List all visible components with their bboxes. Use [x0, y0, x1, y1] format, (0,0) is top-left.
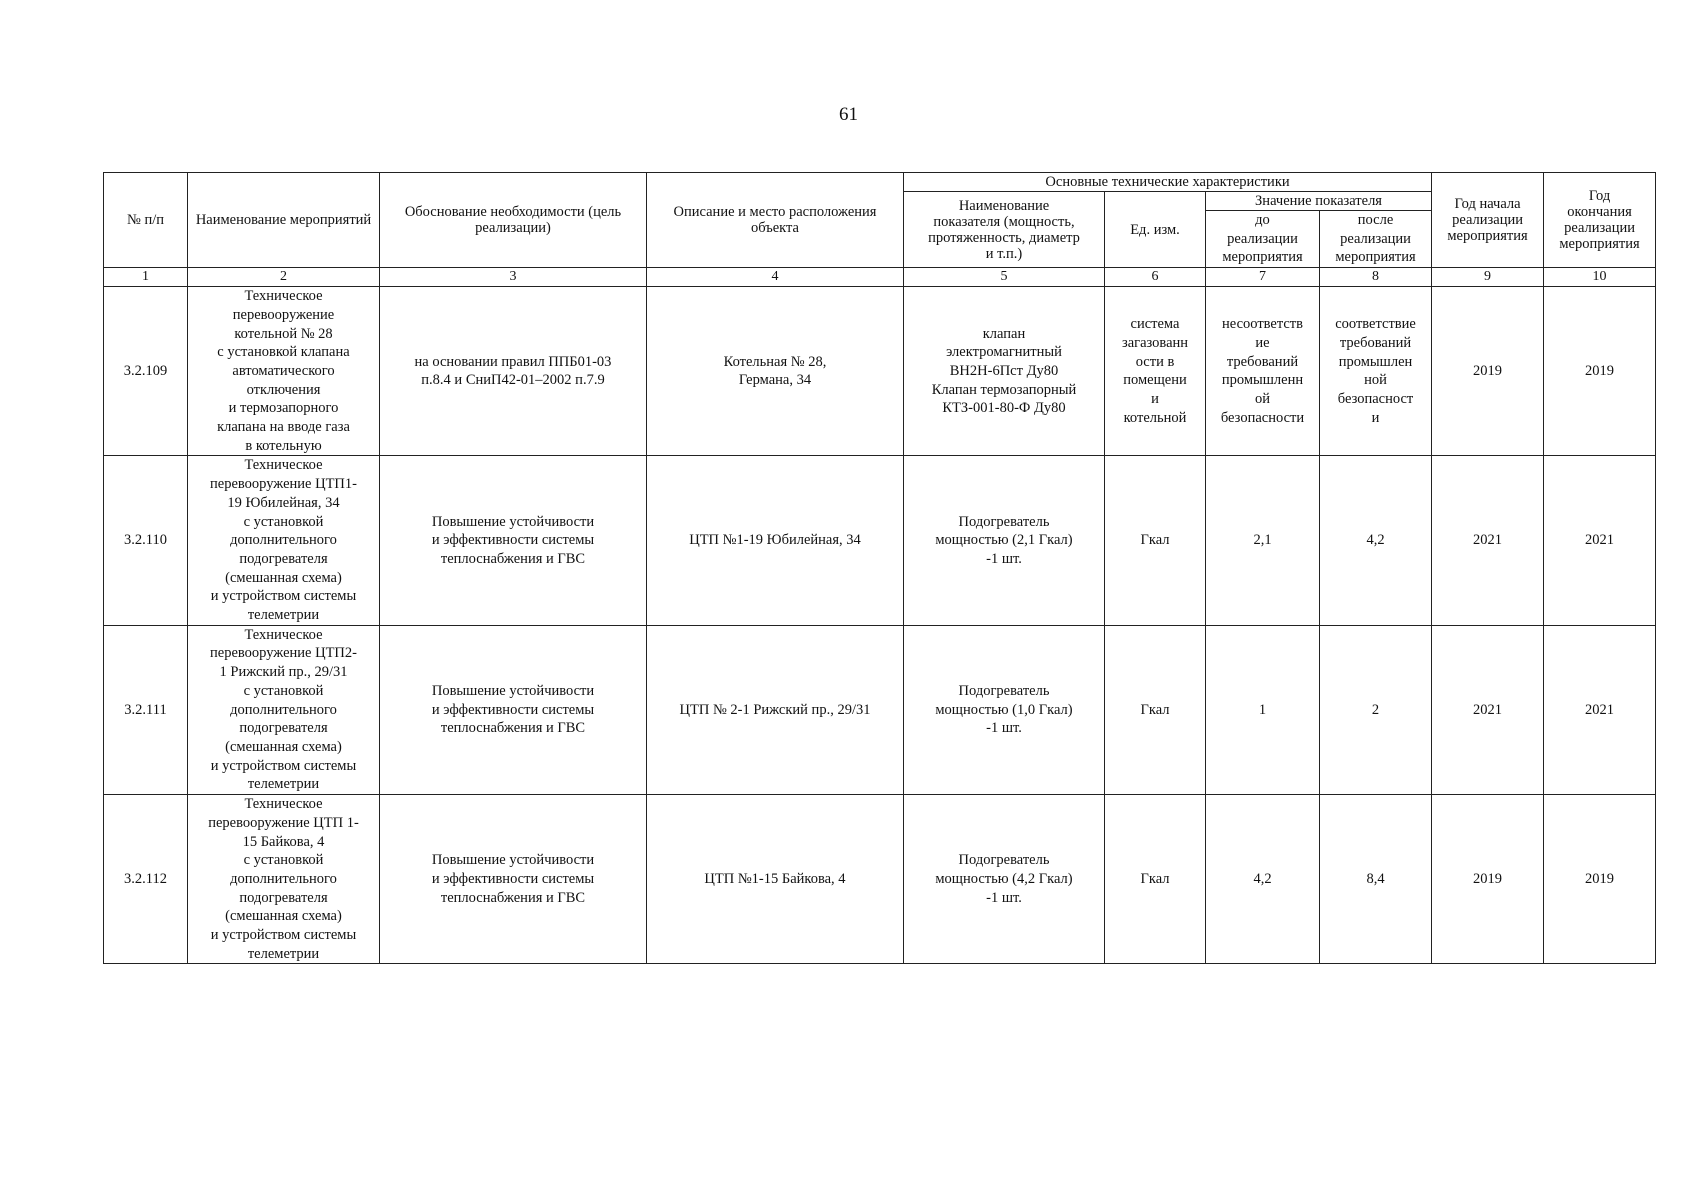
cell-line: Повышение устойчивости	[431, 852, 595, 869]
header-name: Наименование мероприятий	[188, 173, 380, 268]
row-indicator	[904, 795, 1105, 964]
cell-line: Наименование	[958, 197, 1050, 214]
cell-line: мощностью (4,2 Гкал)	[935, 870, 1073, 887]
cell-line: телеметрии	[247, 945, 320, 962]
table-row	[104, 287, 1656, 456]
cell-line: мероприятия	[1559, 236, 1640, 253]
cell-line: 4,2	[1253, 870, 1272, 887]
measures-table	[103, 172, 1656, 964]
cell-line: отключения	[246, 381, 321, 398]
cell-line: теплоснабжения и ГВС	[440, 550, 586, 567]
cell-line: на основании правил ППБ01-03	[414, 353, 612, 370]
row-name	[188, 456, 380, 625]
cell-line: клапан	[982, 325, 1026, 342]
cell-line: Год начала	[1454, 196, 1521, 213]
row-year-start: 2019	[1432, 795, 1544, 964]
cell-line: требований	[1339, 334, 1412, 351]
row-year-end: 2019	[1544, 287, 1656, 456]
cell-line: клапана на вводе газа	[217, 419, 350, 436]
cell-line: подогревателя	[239, 550, 328, 567]
row-after	[1320, 287, 1432, 456]
header-num: № п/п	[104, 173, 188, 268]
column-number: 10	[1544, 268, 1656, 287]
cell-line: (смешанная схема)	[225, 569, 342, 586]
row-name	[188, 625, 380, 794]
cell-line: Техническое	[244, 288, 323, 305]
column-number: 5	[904, 268, 1105, 287]
row-unit	[1105, 287, 1206, 456]
cell-line: с установкой	[243, 682, 324, 699]
cell-line: Год	[1588, 188, 1611, 205]
cell-line: Подогреватель	[958, 682, 1050, 699]
cell-line: безопасности	[1220, 409, 1305, 426]
cell-line: теплоснабжения и ГВС	[440, 889, 586, 906]
cell-line: протяженность, диаметр	[928, 229, 1080, 246]
cell-line: Техническое	[244, 457, 323, 474]
cell-line: 2,1	[1253, 532, 1272, 549]
cell-line: Повышение устойчивости	[431, 682, 595, 699]
cell-line: ости в	[1135, 353, 1175, 370]
cell-line: 8,4	[1366, 870, 1385, 887]
cell-line: и эффективности системы	[431, 870, 595, 887]
header-location: Описание и место расположения объекта	[647, 173, 904, 268]
row-unit	[1105, 625, 1206, 794]
row-year-start: 2019	[1432, 287, 1544, 456]
cell-line: перевооружение ЦТП2-	[210, 645, 357, 662]
row-before	[1206, 625, 1320, 794]
row-reason	[380, 795, 647, 964]
cell-line: Котельная № 28,	[723, 353, 827, 370]
header-after	[1320, 211, 1432, 268]
column-number: 1	[104, 268, 188, 287]
cell-line: перевооружение ЦТП 1-	[208, 814, 359, 831]
cell-line: и	[1151, 390, 1159, 407]
row-num: 3.2.109	[104, 287, 188, 456]
cell-line: Германа, 34	[738, 372, 812, 389]
cell-line: мероприятия	[1222, 249, 1303, 266]
header-year-start	[1432, 173, 1544, 268]
row-indicator	[904, 625, 1105, 794]
cell-line: ие	[1255, 334, 1270, 351]
cell-line: промышленн	[1221, 372, 1304, 389]
cell-line: дополнительного	[230, 870, 337, 887]
cell-line: с установкой	[243, 852, 324, 869]
header-row-1	[104, 173, 1656, 192]
row-reason	[380, 287, 647, 456]
column-number: 8	[1320, 268, 1432, 287]
row-indicator	[904, 287, 1105, 456]
cell-line: мероприятия	[1335, 249, 1416, 266]
cell-line: и устройством системы	[210, 588, 357, 605]
cell-line: 2	[1371, 701, 1380, 718]
cell-line: ной	[1364, 372, 1387, 389]
cell-line: теплоснабжения и ГВС	[440, 720, 586, 737]
cell-line: и эффективности системы	[431, 532, 595, 549]
cell-line: и устройством системы	[210, 927, 357, 944]
cell-line: подогревателя	[239, 889, 328, 906]
cell-line: окончания	[1567, 204, 1632, 221]
cell-line: и устройством системы	[210, 757, 357, 774]
cell-line: 1 Рижский пр., 29/31	[219, 664, 348, 681]
cell-line: и т.п.)	[985, 245, 1023, 262]
cell-line: и термозапорного	[228, 400, 339, 417]
row-name	[188, 795, 380, 964]
row-location	[647, 625, 904, 794]
column-number: 9	[1432, 268, 1544, 287]
cell-line: несоответств	[1222, 316, 1303, 333]
row-unit	[1105, 795, 1206, 964]
cell-line: Гкал	[1140, 870, 1170, 887]
row-reason	[380, 625, 647, 794]
row-indicator	[904, 456, 1105, 625]
cell-line: с установкой	[243, 513, 324, 530]
column-number: 6	[1105, 268, 1206, 287]
cell-line: дополнительного	[230, 701, 337, 718]
cell-line: котельной № 28	[234, 325, 333, 342]
cell-line: -1 шт.	[986, 720, 1022, 737]
cell-line: ЦТП №1-19 Юбилейная, 34	[689, 532, 861, 549]
cell-line: реализации	[1564, 220, 1635, 237]
cell-line: Подогреватель	[958, 513, 1050, 530]
cell-line: автоматического	[232, 362, 335, 379]
row-before	[1206, 456, 1320, 625]
cell-line: ВН2Н-6Пст Ду80	[949, 362, 1059, 379]
row-location	[647, 287, 904, 456]
table-row	[104, 456, 1656, 625]
row-after	[1320, 795, 1432, 964]
row-num: 3.2.111	[104, 625, 188, 794]
cell-line: электромагнитный	[946, 344, 1062, 361]
row-num: 3.2.112	[104, 795, 188, 964]
cell-line: дополнительного	[230, 532, 337, 549]
header-value-group: Значение показателя	[1206, 192, 1432, 211]
header-unit: Ед. изм.	[1105, 192, 1206, 268]
cell-line: Гкал	[1140, 532, 1170, 549]
cell-line: -1 шт.	[986, 550, 1022, 567]
header-reason: Обоснование необходимости (цель реализации)	[380, 173, 647, 268]
row-unit	[1105, 456, 1206, 625]
row-year-end: 2019	[1544, 795, 1656, 964]
row-after	[1320, 625, 1432, 794]
header-tech-group: Основные технические характеристики	[904, 173, 1432, 192]
cell-line: реализации	[1227, 230, 1298, 247]
cell-line: мероприятия	[1447, 228, 1528, 245]
cell-line: телеметрии	[247, 607, 320, 624]
cell-line: п.8.4 и СниП42-01–2002 п.7.9	[421, 372, 605, 389]
cell-line: котельной	[1123, 409, 1187, 426]
cell-line: телеметрии	[247, 776, 320, 793]
cell-line: подогревателя	[239, 720, 328, 737]
column-numbers-row	[104, 268, 1656, 287]
row-before	[1206, 287, 1320, 456]
cell-line: 1	[1258, 701, 1267, 718]
table-row	[104, 795, 1656, 964]
cell-line: до	[1255, 212, 1270, 228]
row-year-end: 2021	[1544, 625, 1656, 794]
cell-line: соответствие	[1335, 316, 1416, 333]
cell-line: -1 шт.	[986, 889, 1022, 906]
cell-line: реализации	[1340, 230, 1411, 247]
cell-line: загазованн	[1121, 334, 1189, 351]
column-number: 2	[188, 268, 380, 287]
header-before	[1206, 211, 1320, 268]
row-year-start: 2021	[1432, 625, 1544, 794]
cell-line: Техническое	[244, 796, 323, 813]
cell-line: ЦТП № 2-1 Рижский пр., 29/31	[679, 701, 871, 718]
cell-line: (смешанная схема)	[225, 908, 342, 925]
row-year-start: 2021	[1432, 456, 1544, 625]
cell-line: и	[1371, 409, 1380, 426]
row-after	[1320, 456, 1432, 625]
cell-line: ой	[1254, 390, 1270, 407]
column-number: 4	[647, 268, 904, 287]
row-name	[188, 287, 380, 456]
column-number: 7	[1206, 268, 1320, 287]
cell-line: показателя (мощность,	[933, 213, 1075, 230]
cell-line: КТЗ-001-80-Ф Ду80	[942, 400, 1066, 417]
cell-line: мощностью (2,1 Гкал)	[935, 532, 1073, 549]
row-num: 3.2.110	[104, 456, 188, 625]
row-before	[1206, 795, 1320, 964]
row-location	[647, 795, 904, 964]
row-year-end: 2021	[1544, 456, 1656, 625]
cell-line: требований	[1226, 353, 1299, 370]
cell-line: помещени	[1123, 372, 1187, 389]
cell-line: 15 Байкова, 4	[242, 833, 325, 850]
cell-line: и эффективности системы	[431, 701, 595, 718]
cell-line: (смешанная схема)	[225, 738, 342, 755]
cell-line: Техническое	[244, 626, 323, 643]
column-number: 3	[380, 268, 647, 287]
table-row	[104, 625, 1656, 794]
cell-line: Клапан термозапорный	[931, 381, 1077, 398]
cell-line: безопасност	[1337, 390, 1414, 407]
cell-line: 4,2	[1366, 532, 1385, 549]
row-location	[647, 456, 904, 625]
cell-line: с установкой клапана	[217, 344, 350, 361]
cell-line: перевооружение	[232, 306, 335, 323]
cell-line: мощностью (1,0 Гкал)	[935, 701, 1073, 718]
cell-line: Повышение устойчивости	[431, 513, 595, 530]
header-year-end	[1544, 173, 1656, 268]
cell-line: после	[1357, 212, 1394, 228]
cell-line: реализации	[1452, 212, 1523, 229]
cell-line: 19 Юбилейная, 34	[227, 494, 340, 511]
cell-line: Гкал	[1140, 701, 1170, 718]
cell-line: в котельную	[245, 437, 322, 454]
cell-line: перевооружение ЦТП1-	[210, 476, 357, 493]
header-indicator	[904, 192, 1105, 268]
row-reason	[380, 456, 647, 625]
page-number: 61	[839, 104, 858, 125]
cell-line: промышлен	[1338, 353, 1413, 370]
cell-line: ЦТП №1-15 Байкова, 4	[704, 870, 846, 887]
cell-line: Подогреватель	[958, 852, 1050, 869]
cell-line: система	[1130, 316, 1180, 333]
